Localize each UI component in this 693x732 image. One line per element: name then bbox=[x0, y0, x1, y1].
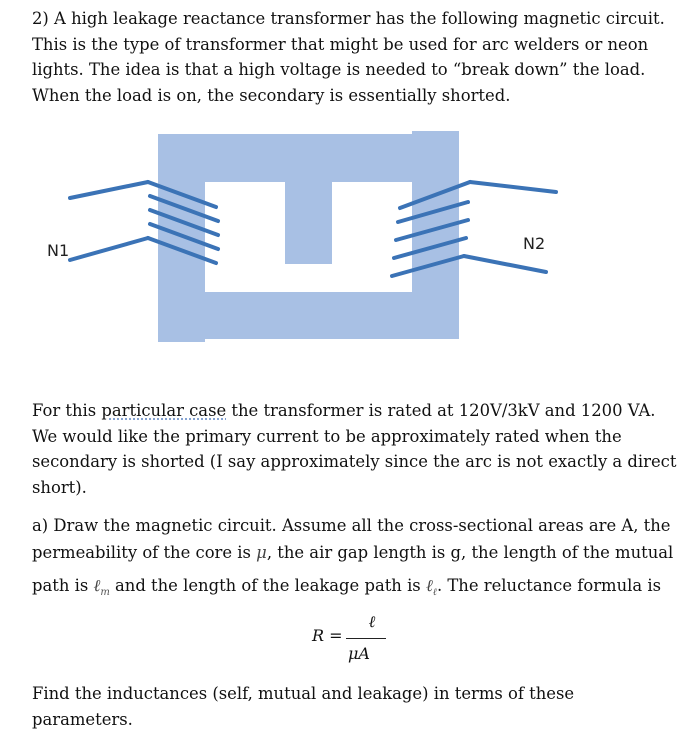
secondary-lead-top bbox=[470, 182, 556, 192]
core-center-leg bbox=[285, 170, 332, 264]
rating-line: We would like the primary current to be approximately rated when the bbox=[32, 426, 622, 446]
ell-symbol: ℓ bbox=[93, 576, 101, 595]
rating-line bbox=[32, 398, 662, 424]
rating-text: For this bbox=[32, 401, 102, 420]
part-a-text: . The reluctance formula is bbox=[436, 576, 662, 595]
primary-turn bbox=[150, 196, 218, 221]
core-right-leg bbox=[412, 131, 459, 339]
primary-turn bbox=[150, 210, 218, 235]
intro-line: This is the type of transformer that might be used for arc welders or neon bbox=[32, 34, 649, 54]
rating-line: secondary is shorted (I say approximately since the arc is not exactly a direct bbox=[32, 452, 677, 471]
secondary-turn bbox=[392, 256, 464, 276]
secondary-turn bbox=[396, 220, 468, 240]
subscript-ell: ℓ bbox=[432, 587, 437, 598]
secondary-turn bbox=[398, 202, 468, 222]
secondary-label: N2 bbox=[523, 234, 546, 253]
part-a-text: path is bbox=[32, 576, 94, 595]
part-a-text: , the air gap length is g, the length of the mutual bbox=[266, 543, 674, 562]
part-a-text: and the length of the leakage path is bbox=[109, 576, 426, 595]
core-top-yoke bbox=[158, 134, 412, 182]
ell-symbol: ℓ bbox=[425, 576, 433, 595]
primary-turn bbox=[150, 224, 218, 249]
mu-symbol: μ bbox=[256, 543, 267, 562]
primary-winding bbox=[70, 182, 218, 263]
formula-lhs: R = bbox=[312, 626, 343, 645]
primary-turn bbox=[148, 182, 216, 207]
secondary-lead-bottom bbox=[464, 256, 546, 272]
subscript-m: m bbox=[100, 587, 110, 598]
part-a-text: permeability of the core is bbox=[32, 543, 257, 562]
spellcheck-flagged-text: particular case bbox=[101, 401, 227, 420]
secondary-turn bbox=[400, 182, 470, 208]
formula-numerator: ℓ bbox=[368, 612, 376, 631]
core-left-leg bbox=[158, 134, 205, 342]
rating-text: the transformer is rated at 120V/3kV and 1200 VA. bbox=[226, 401, 656, 420]
primary-label: N1 bbox=[47, 241, 70, 260]
intro-line: When the load is on, the secondary is essentially shorted. bbox=[32, 85, 511, 105]
find-instruction: Find the inductances (self, mutual and leakage) in terms of these parameters. bbox=[32, 684, 575, 729]
problem-intro bbox=[32, 6, 665, 108]
primary-lead-top bbox=[70, 182, 148, 198]
part-a-line bbox=[32, 539, 674, 566]
secondary-turn bbox=[394, 238, 466, 258]
part-a-paragraph bbox=[32, 512, 674, 606]
formula-denominator: μA bbox=[348, 644, 370, 663]
core-bottom-yoke bbox=[205, 292, 459, 339]
part-a-line: a) Draw the magnetic circuit. Assume all the cross-sectional areas are A, the bbox=[32, 516, 671, 535]
primary-lead-bottom bbox=[70, 238, 148, 260]
primary-turn bbox=[148, 238, 216, 263]
rating-line: short). bbox=[32, 477, 87, 497]
intro-line: lights. The idea is that a high voltage is needed to “break down” the load. bbox=[32, 60, 646, 79]
part-a-line bbox=[32, 572, 662, 606]
secondary-winding bbox=[392, 182, 556, 276]
fraction-bar bbox=[346, 638, 386, 639]
reluctance-formula bbox=[312, 612, 392, 668]
rating-paragraph bbox=[32, 398, 677, 500]
intro-line: 2) A high leakage reactance transformer has the following magnetic circuit. bbox=[32, 9, 665, 28]
magnetic-core bbox=[158, 131, 459, 342]
